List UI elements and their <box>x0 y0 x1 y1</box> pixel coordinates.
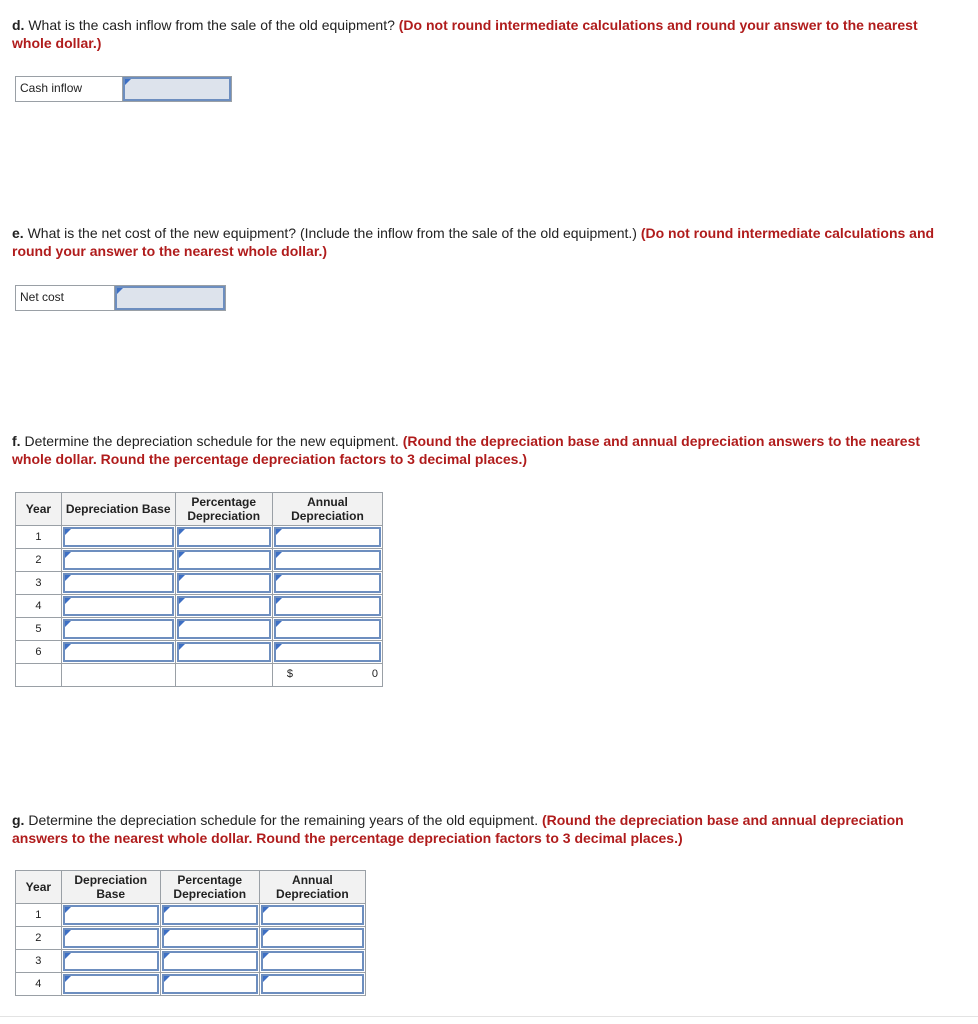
question-g <box>12 811 952 847</box>
table-row <box>16 641 383 664</box>
total-value: 0 <box>371 668 378 680</box>
percentage-depreciation-input[interactable] <box>160 927 259 950</box>
question-d-instructions: (Do not round intermediate calculations and round your answer to the nearest whole dollar.) <box>12 17 918 51</box>
depreciation-base-input[interactable] <box>61 927 160 950</box>
year-cell: 4 <box>16 973 62 996</box>
table-row <box>16 927 366 950</box>
annual-depreciation-input[interactable] <box>272 526 382 549</box>
question-f-text: Determine the depreciation schedule for the new equipment. <box>24 433 399 449</box>
annual-depreciation-input[interactable] <box>259 973 365 996</box>
percentage-depreciation-input[interactable] <box>160 904 259 927</box>
year-cell: 1 <box>16 526 62 549</box>
total-base-cell <box>61 664 175 687</box>
depreciation-base-input[interactable] <box>61 950 160 973</box>
question-f-letter: f. <box>12 433 21 449</box>
header-year: Year <box>16 493 62 526</box>
total-percentage-cell <box>175 664 272 687</box>
annual-depreciation-input[interactable] <box>272 641 382 664</box>
cash-inflow-input[interactable] <box>123 77 231 101</box>
header-depreciation-base: Depreciation Base <box>61 871 160 904</box>
cash-inflow-field <box>15 76 232 102</box>
header-annual-depreciation: Annual Depreciation <box>259 871 365 904</box>
question-d-letter: d. <box>12 17 25 33</box>
depreciation-base-input[interactable] <box>61 618 175 641</box>
question-e-letter: e. <box>12 225 24 241</box>
percentage-depreciation-input[interactable] <box>175 595 272 618</box>
year-cell: 1 <box>16 904 62 927</box>
year-cell: 5 <box>16 618 62 641</box>
annual-depreciation-input[interactable] <box>259 927 365 950</box>
year-cell: 2 <box>16 549 62 572</box>
header-depreciation-base: Depreciation Base <box>61 493 175 526</box>
year-cell: 3 <box>16 572 62 595</box>
question-d-text: What is the cash inflow from the sale of the old equipment? <box>28 17 395 33</box>
header-year: Year <box>16 871 62 904</box>
total-annual-depreciation <box>272 664 382 687</box>
table-row <box>16 950 366 973</box>
question-g-instructions: (Round the depreciation base and annual depreciation answers to the nearest whole dollar. Round the percentage depreciation factors to 3 decimal places.) <box>12 812 904 846</box>
depreciation-base-input[interactable] <box>61 549 175 572</box>
question-e-instructions: (Do not round intermediate calculations and round your answer to the nearest whole dollar.) <box>12 225 935 259</box>
table-row <box>16 904 366 927</box>
net-cost-input[interactable] <box>115 286 225 310</box>
annual-depreciation-input[interactable] <box>259 950 365 973</box>
total-currency: $ <box>286 668 294 680</box>
total-year-cell <box>16 664 62 687</box>
new-equipment-depreciation-table <box>15 492 383 687</box>
annual-depreciation-input[interactable] <box>272 572 382 595</box>
depreciation-base-input[interactable] <box>61 526 175 549</box>
cash-inflow-label: Cash inflow <box>16 77 123 101</box>
table-row <box>16 526 383 549</box>
depreciation-base-input[interactable] <box>61 572 175 595</box>
input-marker-icon <box>117 288 123 294</box>
year-cell: 6 <box>16 641 62 664</box>
year-cell: 3 <box>16 950 62 973</box>
input-marker-icon <box>125 79 131 85</box>
annual-depreciation-input[interactable] <box>259 904 365 927</box>
table-row <box>16 973 366 996</box>
percentage-depreciation-input[interactable] <box>175 618 272 641</box>
question-f-instructions: (Round the depreciation base and annual depreciation answers to the nearest whole dollar. Round the percentage depreciation factors to 3 decimal places.) <box>12 433 921 467</box>
question-d <box>12 16 952 52</box>
percentage-depreciation-input[interactable] <box>160 973 259 996</box>
table-row <box>16 595 383 618</box>
depreciation-base-input[interactable] <box>61 641 175 664</box>
question-f <box>12 432 952 468</box>
year-cell: 4 <box>16 595 62 618</box>
annual-depreciation-input[interactable] <box>272 549 382 572</box>
old-equipment-depreciation-table <box>15 870 366 996</box>
header-percentage-depreciation: Percentage Depreciation <box>160 871 259 904</box>
depreciation-base-input[interactable] <box>61 904 160 927</box>
year-cell: 2 <box>16 927 62 950</box>
annual-depreciation-input[interactable] <box>272 595 382 618</box>
annual-depreciation-input[interactable] <box>272 618 382 641</box>
question-g-text: Determine the depreciation schedule for the remaining years of the old equipment. <box>28 812 539 828</box>
table-row <box>16 618 383 641</box>
question-g-letter: g. <box>12 812 25 828</box>
percentage-depreciation-input[interactable] <box>175 526 272 549</box>
percentage-depreciation-input[interactable] <box>175 549 272 572</box>
header-annual-depreciation: Annual Depreciation <box>272 493 382 526</box>
net-cost-field <box>15 285 226 311</box>
depreciation-base-input[interactable] <box>61 973 160 996</box>
question-e-text: What is the net cost of the new equipment? (Include the inflow from the sale of the old equipment.) <box>27 225 637 241</box>
percentage-depreciation-input[interactable] <box>175 641 272 664</box>
table-row <box>16 572 383 595</box>
total-row <box>16 664 383 687</box>
table-row <box>16 549 383 572</box>
depreciation-base-input[interactable] <box>61 595 175 618</box>
percentage-depreciation-input[interactable] <box>175 572 272 595</box>
percentage-depreciation-input[interactable] <box>160 950 259 973</box>
net-cost-label: Net cost <box>16 286 115 310</box>
divider <box>0 1016 978 1017</box>
header-percentage-depreciation: Percentage Depreciation <box>175 493 272 526</box>
question-e <box>12 224 952 260</box>
